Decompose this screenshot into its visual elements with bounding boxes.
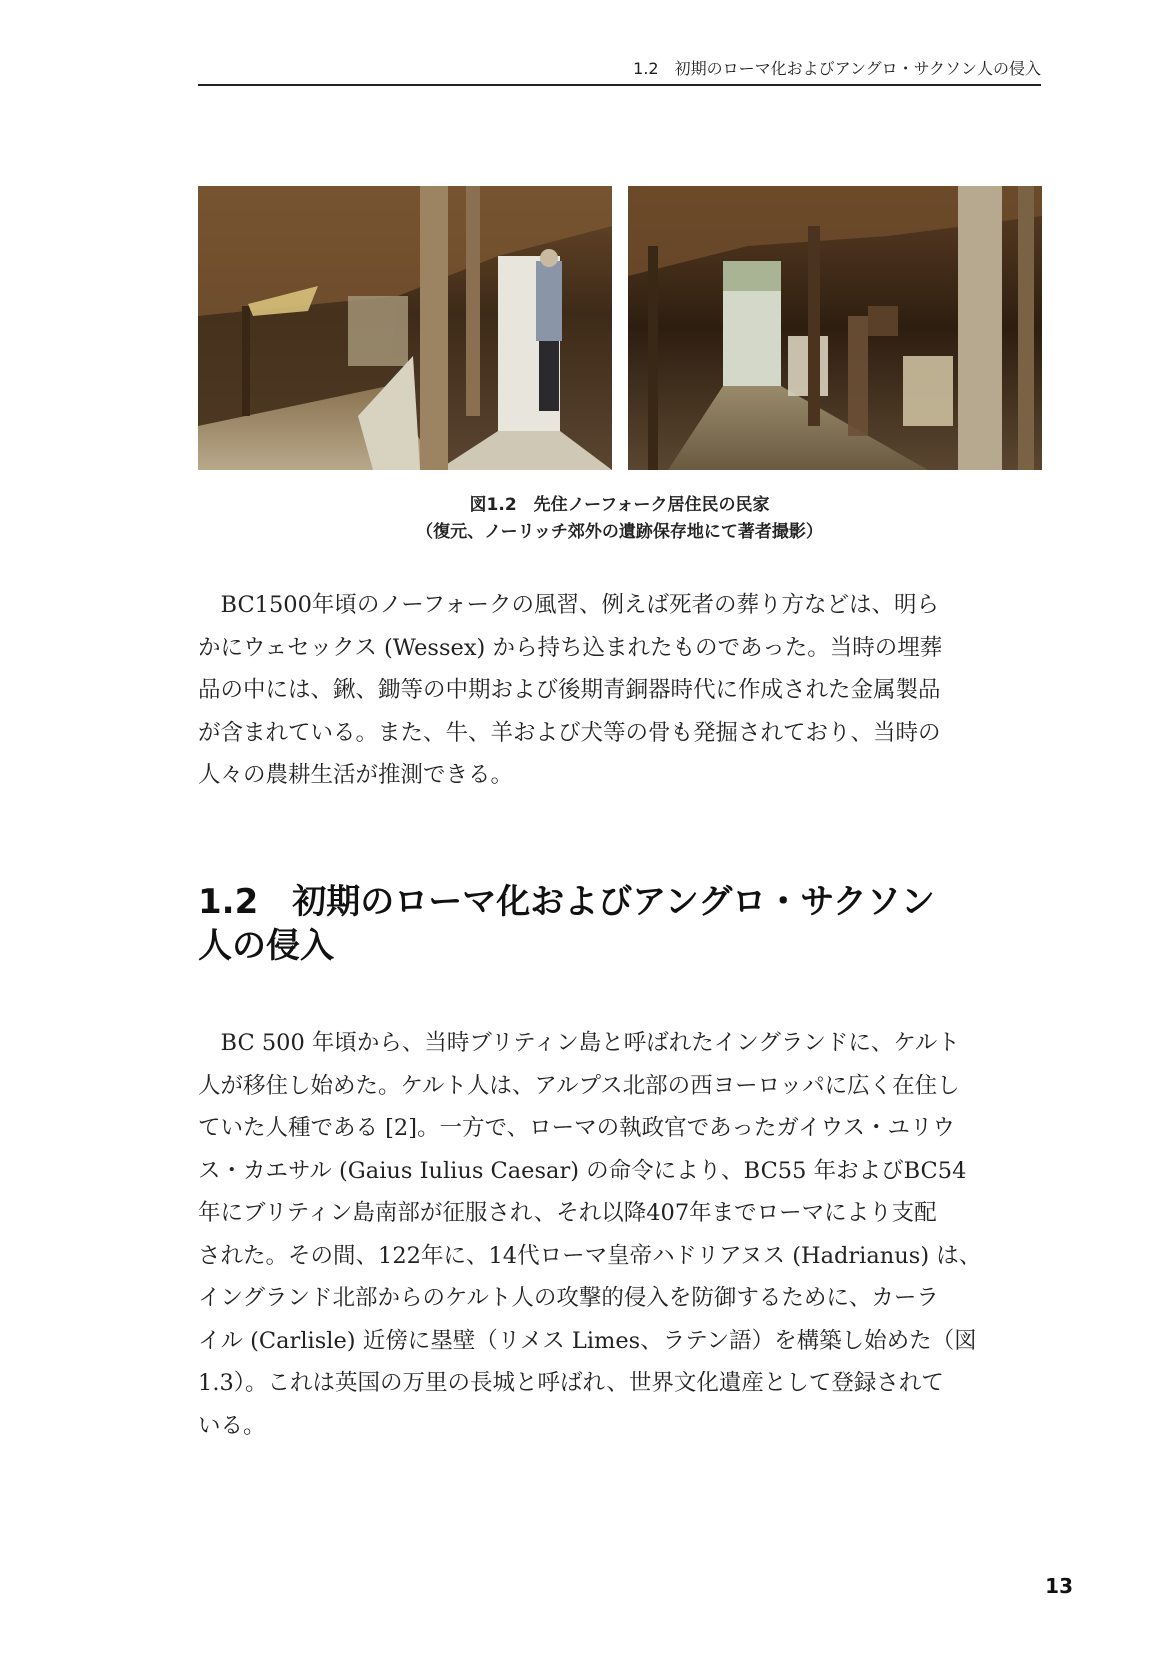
body-paragraph-2 (198, 1022, 1041, 1447)
paragraph-line: ス・カエサル (Gaius Iulius Caesar) の命令により、BC55 年およびBC54 (198, 1157, 967, 1184)
body-paragraph-1 (198, 584, 1041, 797)
paragraph-line: 年にブリティン島南部が征服され、それ以降407年までローマにより支配 (198, 1200, 937, 1226)
figure-caption-line-1: 図1.2 先住ノーフォーク居住民の民家 (469, 495, 770, 515)
figure-caption (198, 492, 1041, 546)
section-heading-line-1: 1.2 初期のローマ化およびアングロ・サクソン (198, 882, 935, 922)
paragraph-line: イングランド北部からのケルト人の攻撃的侵入を防御するために、カーラ (198, 1285, 939, 1311)
paragraph-line: 1.3）。これは英国の万里の長城と呼ばれ、世界文化遺産として登録されて (198, 1370, 944, 1396)
photo-house-interior-with-visitor (198, 186, 612, 470)
running-header-title: 1.2 初期のローマ化およびアングロ・サクソン人の侵入 (633, 59, 1041, 78)
paragraph-line: かにウェセックス (Wessex) から持ち込まれたものであった。当時の埋葬 (198, 634, 943, 661)
page-number: 13 (1045, 1574, 1073, 1598)
paragraph-line: が含まれている。また、牛、羊および犬等の骨も発掘されており、当時の (198, 719, 941, 746)
section-heading (198, 880, 1041, 968)
photo-house-interior-doorway (628, 186, 1042, 470)
paragraph-line: 人々の農耕生活が推測できる。 (198, 762, 514, 788)
section-heading-line-2: 人の侵入 (198, 926, 334, 966)
paragraph-line: BC1500年頃のノーフォークの風習、例えば死者の葬り方などは、明ら (198, 592, 940, 618)
paragraph-line: された。その間、122年に、14代ローマ皇帝ハドリアヌス (Hadrianus) は、 (198, 1242, 982, 1269)
paragraph-line: イル (Carlisle) 近傍に塁壁（リメス Limes、ラテン語）を構築し始めた（図 (198, 1327, 977, 1354)
paragraph-line: 人が移住し始めた。ケルト人は、アルプス北部の西ヨーロッパに広く在住し (198, 1072, 960, 1099)
running-header (198, 54, 1041, 86)
figure-caption-line-2: （復元、ノーリッチ郊外の遺跡保存地にて著者撮影） (416, 522, 823, 542)
paragraph-line: いる。 (198, 1412, 266, 1439)
paragraph-line: BC 500 年頃から、当時ブリティン島と呼ばれたイングランドに、ケルト (198, 1030, 960, 1056)
paragraph-line: ていた人種である [2]。一方で、ローマの執政官であったガイウス・ユリウ (198, 1115, 955, 1141)
paragraph-line: 品の中には、鍬、鋤等の中期および後期青銅器時代に作成された金属製品 (198, 677, 941, 703)
